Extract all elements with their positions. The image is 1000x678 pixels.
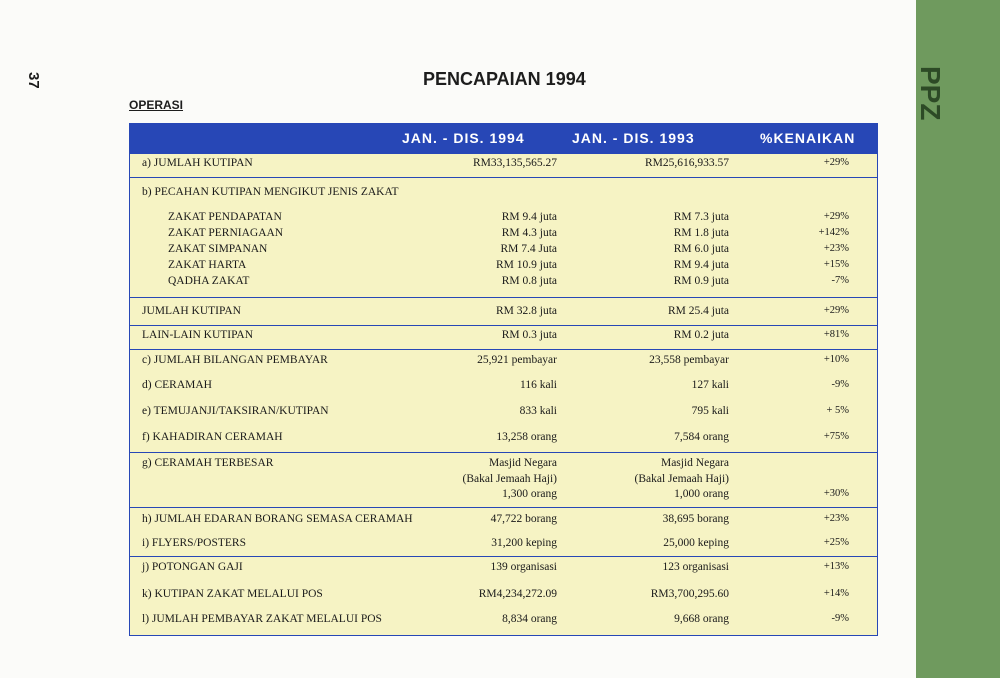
value-kenaikan: +75%	[823, 431, 849, 442]
value-kenaikan: +25%	[823, 537, 849, 548]
value-kenaikan: +23%	[823, 243, 849, 254]
row-separator	[130, 349, 877, 350]
row-label: c) JUMLAH BILANGAN PEMBAYAR	[142, 354, 328, 366]
row-label: LAIN-LAIN KUTIPAN	[142, 329, 254, 341]
page-number: 37	[25, 72, 42, 89]
value-1993: RM 7.3 juta	[673, 211, 729, 223]
value-1993: (Bakal Jemaah Haji)	[634, 473, 729, 485]
row-label: ZAKAT SIMPANAN	[168, 243, 268, 255]
value-1994: RM 32.8 juta	[495, 305, 557, 317]
value-1993: RM 0.9 juta	[673, 275, 729, 287]
value-1993: RM 0.2 juta	[673, 329, 729, 341]
row-separator	[130, 507, 877, 508]
value-1994: RM 7.4 Juta	[500, 243, 557, 255]
table-row	[130, 405, 877, 421]
value-1994: (Bakal Jemaah Haji)	[462, 473, 557, 485]
table-row	[130, 186, 877, 202]
row-separator	[130, 297, 877, 298]
section-subtitle: OPERASI	[129, 98, 184, 112]
table-row	[130, 379, 877, 395]
value-kenaikan: +10%	[823, 354, 849, 365]
table-row	[130, 537, 877, 553]
header-kenaikan: %KENAIKAN	[760, 130, 856, 146]
table-header	[130, 124, 877, 154]
table-row	[130, 354, 877, 370]
value-1994: RM 10.9 juta	[495, 259, 557, 271]
row-label: QADHA ZAKAT	[168, 275, 250, 287]
table-row	[130, 613, 877, 629]
row-label: b) PECAHAN KUTIPAN MENGIKUT JENIS ZAKAT	[142, 186, 399, 198]
table-row	[130, 211, 877, 227]
table-row	[130, 157, 877, 173]
row-label: ZAKAT HARTA	[168, 259, 247, 271]
value-1993: RM25,616,933.57	[644, 157, 729, 169]
header-1993: JAN. - DIS. 1993	[572, 130, 695, 146]
value-1993: 38,695 borang	[662, 513, 729, 525]
value-kenaikan: +81%	[823, 329, 849, 340]
value-kenaikan: -9%	[831, 613, 849, 624]
row-label: h) JUMLAH EDARAN BORANG SEMASA CERAMAH	[142, 513, 413, 525]
value-kenaikan: +29%	[823, 211, 849, 222]
row-label: k) KUTIPAN ZAKAT MELALUI POS	[142, 588, 323, 600]
value-1994: RM 0.8 juta	[501, 275, 557, 287]
table-row	[130, 588, 877, 604]
value-kenaikan: +14%	[823, 588, 849, 599]
table-row	[130, 227, 877, 243]
value-1994: 833 kali	[519, 405, 557, 417]
value-1993: 25,000 keping	[663, 537, 729, 549]
value-1993: RM 9.4 juta	[673, 259, 729, 271]
value-kenaikan: +30%	[823, 488, 849, 499]
value-1993: 795 kali	[691, 405, 729, 417]
table-row	[130, 513, 877, 529]
page-title: PENCAPAIAN 1994	[423, 69, 586, 89]
value-1993: RM 25.4 juta	[667, 305, 729, 317]
value-1993: 1,000 orang	[674, 488, 729, 500]
header-1994: JAN. - DIS. 1994	[402, 130, 525, 146]
row-label: g) CERAMAH TERBESAR	[142, 457, 274, 469]
value-kenaikan: +29%	[823, 305, 849, 316]
table-row	[130, 305, 877, 321]
value-1993: RM 1.8 juta	[673, 227, 729, 239]
value-kenaikan: + 5%	[826, 405, 849, 416]
row-separator	[130, 325, 877, 326]
row-label: a) JUMLAH KUTIPAN	[142, 157, 253, 169]
value-1994: RM33,135,565.27	[472, 157, 557, 169]
row-label: i) FLYERS/POSTERS	[142, 537, 246, 549]
table-row	[130, 473, 877, 489]
value-kenaikan: +142%	[818, 227, 849, 238]
value-1993: 23,558 pembayar	[649, 354, 729, 366]
value-1993: 9,668 orang	[674, 613, 729, 625]
table-row	[130, 457, 877, 473]
row-separator	[130, 177, 877, 178]
table-row	[130, 275, 877, 291]
value-1994: RM 9.4 juta	[501, 211, 557, 223]
table-row	[130, 488, 877, 504]
value-1994: 116 kali	[520, 379, 557, 391]
row-label: ZAKAT PERNIAGAAN	[168, 227, 284, 239]
value-kenaikan: +23%	[823, 513, 849, 524]
value-1993: 7,584 orang	[674, 431, 729, 443]
row-label: d) CERAMAH	[142, 379, 212, 391]
value-1994: 25,921 pembayar	[477, 354, 557, 366]
value-1993: 123 organisasi	[662, 561, 729, 573]
value-1994: RM 0.3 juta	[501, 329, 557, 341]
value-kenaikan: +15%	[823, 259, 849, 270]
value-1994: Masjid Negara	[488, 457, 557, 469]
table-row	[130, 243, 877, 259]
row-separator	[130, 452, 877, 453]
table-row	[130, 431, 877, 447]
table-row	[130, 259, 877, 275]
value-1994: RM 4.3 juta	[501, 227, 557, 239]
value-kenaikan: +13%	[823, 561, 849, 572]
table-row	[130, 561, 877, 577]
row-label: f) KAHADIRAN CERAMAH	[142, 431, 283, 443]
value-1994: 139 organisasi	[490, 561, 557, 573]
value-1994: 8,834 orang	[502, 613, 557, 625]
value-kenaikan: -9%	[831, 379, 849, 390]
value-1994: 13,258 orang	[496, 431, 557, 443]
value-kenaikan: +29%	[823, 157, 849, 168]
value-1994: 31,200 keping	[491, 537, 557, 549]
value-1994: 1,300 orang	[502, 488, 557, 500]
value-1994: 47,722 borang	[490, 513, 557, 525]
value-1993: RM3,700,295.60	[650, 588, 729, 600]
value-1993: 127 kali	[691, 379, 729, 391]
value-kenaikan: -7%	[831, 275, 849, 286]
ppz-logo: PPZ	[915, 66, 946, 121]
row-label: ZAKAT PENDAPATAN	[168, 211, 282, 223]
value-1993: RM 6.0 juta	[673, 243, 729, 255]
value-1994: RM4,234,272.09	[478, 588, 557, 600]
value-1993: Masjid Negara	[660, 457, 729, 469]
table-row	[130, 329, 877, 345]
row-label: l) JUMLAH PEMBAYAR ZAKAT MELALUI POS	[142, 613, 382, 625]
row-separator	[130, 556, 877, 557]
row-label: JUMLAH KUTIPAN	[142, 305, 241, 317]
row-label: e) TEMUJANJI/TAKSIRAN/KUTIPAN	[142, 405, 329, 417]
row-label: j) POTONGAN GAJI	[142, 561, 243, 573]
achievement-table	[129, 123, 878, 636]
